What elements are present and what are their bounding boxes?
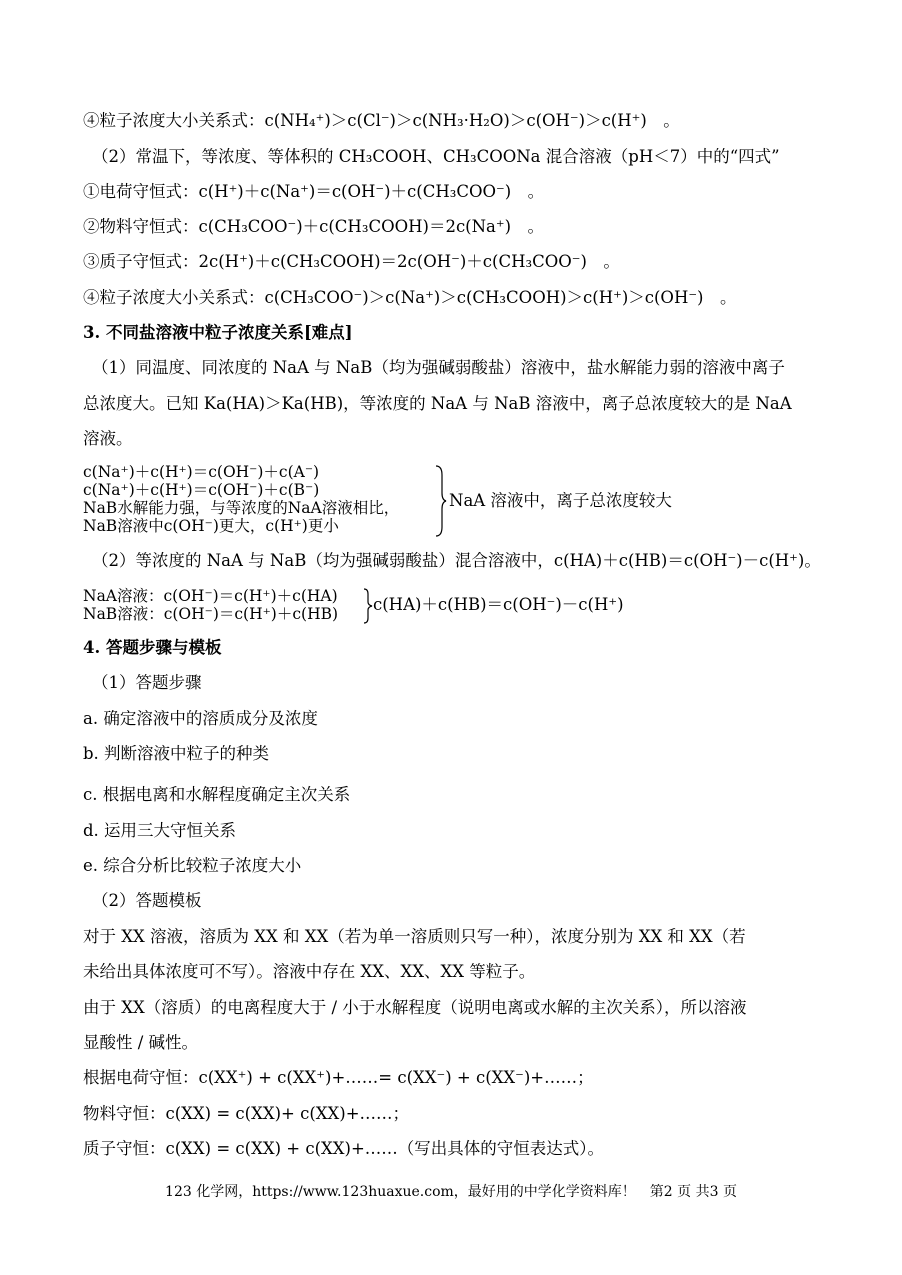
formula-line: NaB溶液中c(OH⁻)更大，c(H⁺)更小 (83, 517, 339, 535)
text-line: 总浓度大。已知 Ka(HA)＞Ka(HB)，等浓度的 NaA 与 NaB 溶液中，离子总浓度较大的是 NaA (83, 394, 792, 413)
formula-line: NaB溶液：c(OH⁻)＝c(H⁺)＋c(HB) (83, 605, 339, 623)
text-line: 根据电荷守恒：c(XX⁺) + c(XX⁺)+……= c(XX⁻) + c(XX⁻)+……； (83, 1068, 594, 1087)
text-line: 对于 XX 溶液，溶质为 XX 和 XX（若为单一溶质则只写一种），浓度分别为 XX 和 XX（若 (83, 927, 746, 946)
formula-line: NaB水解能力强，与等浓度的NaA溶液相比， (83, 499, 400, 517)
list-item: b. 判断溶液中粒子的种类 (83, 744, 270, 763)
text-line: ①电荷守恒式：c(H⁺)＋c(Na⁺)＝c(OH⁻)＋c(CH₃COO⁻) 。 (83, 182, 545, 201)
list-item: e. 综合分析比较粒子浓度大小 (83, 856, 302, 875)
page-footer: 123 化学网，https://www.123huaxue.com，最好用的中学化学资料库！ 第2 页 共3 页 (165, 1184, 737, 1200)
text-line: 未给出具体浓度可不写）。溶液中存在 XX、XX、XX 等粒子。 (83, 962, 536, 981)
text-line: 质子守恒：c(XX) = c(XX) + c(XX)+……（写出具体的守恒表达式）。 (83, 1139, 605, 1158)
text-line: ④粒子浓度大小关系式：c(CH₃COO⁻)＞c(Na⁺)＞c(CH₃COOH)＞c(H⁺)＞c(OH⁻) 。 (83, 288, 737, 307)
text-line: 溶液。 (83, 429, 133, 448)
text-line: 由于 XX（溶质）的电离程度大于 / 小于水解程度（说明电离或水解的主次关系），所以溶液 (83, 998, 747, 1017)
list-item: a. 确定溶液中的溶质成分及浓度 (83, 709, 318, 728)
formula-line: c(Na⁺)＋c(H⁺)＝c(OH⁻)＋c(A⁻) (83, 463, 320, 481)
text-line: （2）答题模板 (92, 891, 202, 910)
text-line: ②物料守恒式：c(CH₃COO⁻)＋c(CH₃COOH)＝2c(Na⁺) 。 (83, 217, 545, 236)
text-line: 显酸性 / 碱性。 (83, 1033, 199, 1052)
text-line: （1）同温度、同浓度的 NaA 与 NaB（均为强碱弱酸盐）溶液中，盐水解能力弱的溶液中离子 (92, 358, 785, 377)
list-item: d. 运用三大守恒关系 (83, 821, 237, 840)
section-heading: 3. 不同盐溶液中粒子浓度关系[难点] (83, 323, 353, 342)
text-line: （2）常温下，等浓度、等体积的 CH₃COOH、CH₃COONa 混合溶液（pH＜7）中的“四式” (92, 147, 780, 166)
text-line: （2）等浓度的 NaA 与 NaB（均为强碱弱酸盐）混合溶液中，c(HA)＋c(HB)＝c(OH⁻)－c(H⁺)。 (92, 551, 821, 570)
text-line: （1）答题步骤 (92, 673, 202, 692)
text-line: ③质子守恒式：2c(H⁺)＋c(CH₃COOH)＝2c(OH⁻)＋c(CH₃COO⁻) 。 (83, 252, 620, 271)
formula-line: c(Na⁺)＋c(H⁺)＝c(OH⁻)＋c(B⁻) (83, 481, 320, 499)
section-heading: 4. 答题步骤与模板 (83, 638, 222, 657)
formula-line: NaA溶液：c(OH⁻)＝c(H⁺)＋c(HA) (83, 587, 338, 605)
formula-result: NaA 溶液中，离子总浓度较大 (449, 491, 672, 510)
formula-result: c(HA)＋c(HB)＝c(OH⁻)－c(H⁺) (373, 595, 624, 614)
text-line: 物料守恒：c(XX) = c(XX)+ c(XX)+……； (83, 1104, 410, 1123)
right-brace-icon (434, 465, 448, 537)
list-item: c. 根据电离和水解程度确定主次关系 (83, 785, 351, 804)
text-line: ④粒子浓度大小关系式：c(NH₄⁺)＞c(Cl⁻)＞c(NH₃·H₂O)＞c(OH⁻)＞c(H⁺) 。 (83, 111, 680, 130)
